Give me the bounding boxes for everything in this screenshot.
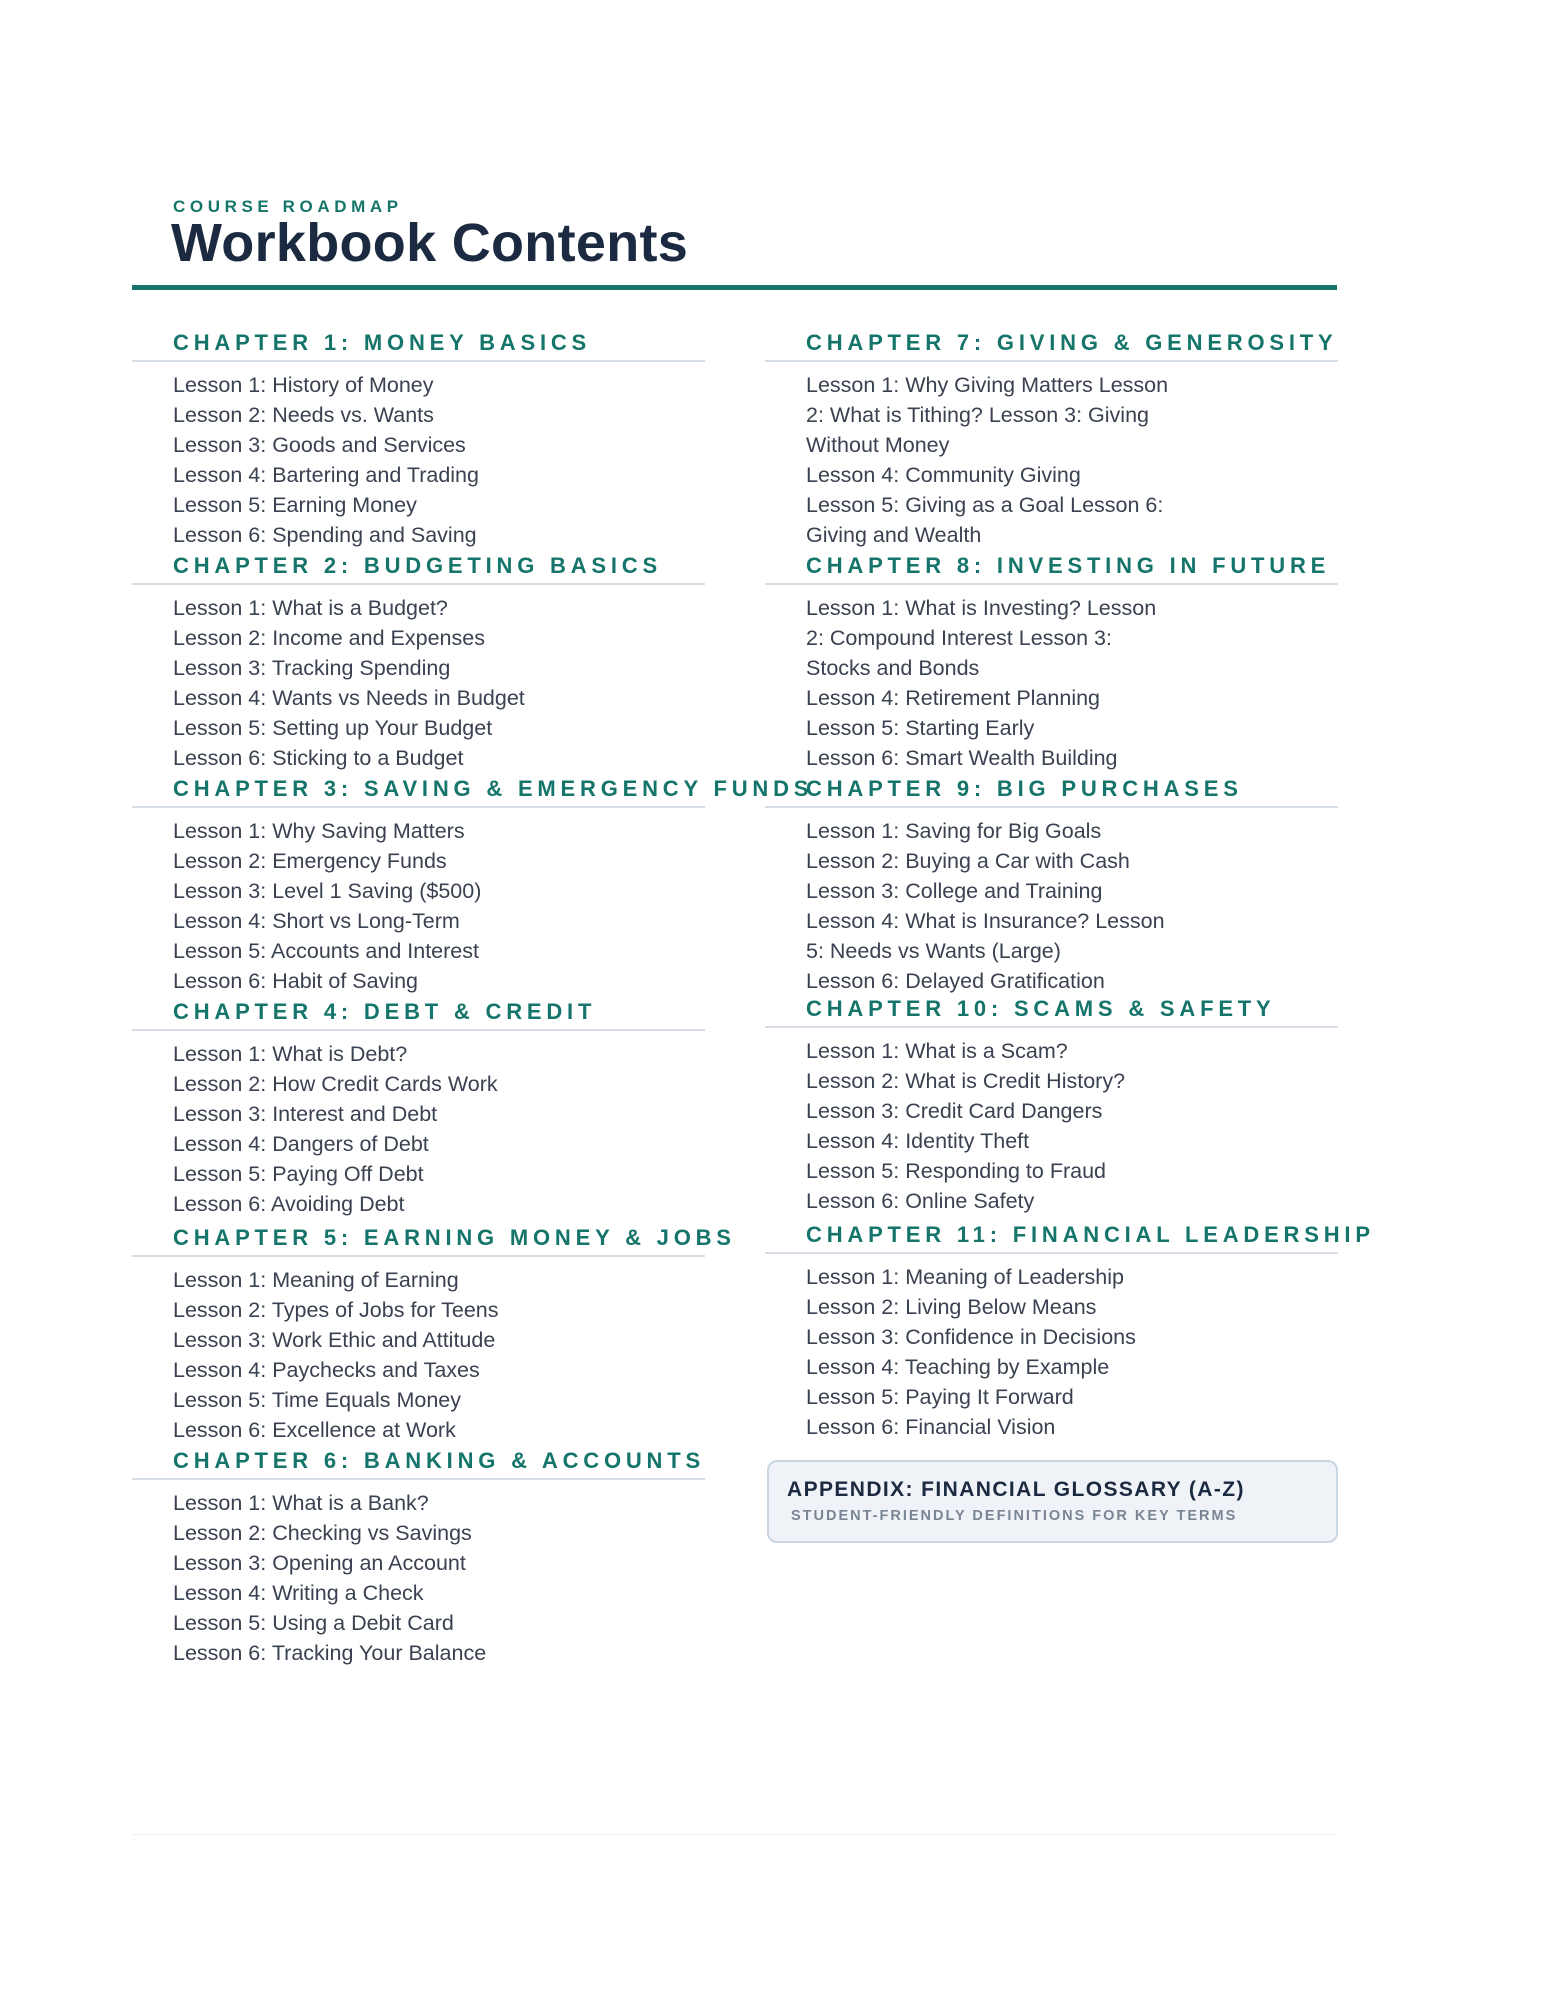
chapter-divider — [132, 583, 705, 585]
chapter-10 — [765, 996, 1345, 1216]
lesson-list: Lesson 1: Why Saving Matters Lesson 2: Emergency Funds Lesson 3: Level 1 Saving ($500) Lesson 4: Short vs Long-Term Lesson 5: Accounts and Interest Lesson 6: Habit of Saving — [173, 819, 482, 993]
chapter-5 — [132, 1225, 736, 1445]
chapter-title: CHAPTER 1: MONEY BASICS — [173, 330, 592, 355]
chapter-title: CHAPTER 6: BANKING & ACCOUNTS — [173, 1448, 705, 1473]
lesson-list: Lesson 1: Saving for Big Goals Lesson 2: Buying a Car with Cash Lesson 3: College and Training Lesson 4: What is Insurance? Lesson 5: Needs vs Wants (Large) Lesson 6: Delayed Gratification — [806, 819, 1165, 993]
chapter-title: CHAPTER 7: GIVING & GENEROSITY — [806, 330, 1338, 355]
chapter-3 — [132, 776, 814, 996]
chapter-divider — [132, 360, 705, 362]
lesson-list: Lesson 1: What is a Budget? Lesson 2: Income and Expenses Lesson 3: Tracking Spending Lesson 4: Wants vs Needs in Budget Lesson 5: Setting up Your Budget Lesson 6: Sticking to a Budget — [173, 596, 525, 770]
chapter-11 — [765, 1222, 1375, 1442]
chapter-6 — [132, 1448, 712, 1668]
appendix-subtitle: STUDENT-FRIENDLY DEFINITIONS FOR KEY TERMS — [791, 1508, 1238, 1524]
chapter-title: CHAPTER 11: FINANCIAL LEADERSHIP — [806, 1222, 1375, 1247]
lesson-list: Lesson 1: What is Debt? Lesson 2: How Credit Cards Work Lesson 3: Interest and Debt Lesson 4: Dangers of Debt Lesson 5: Paying Off Debt Lesson 6: Avoiding Debt — [173, 1042, 498, 1216]
chapter-title: CHAPTER 10: SCAMS & SAFETY — [806, 996, 1276, 1021]
appendix-title: APPENDIX: FINANCIAL GLOSSARY (A-Z) — [787, 1478, 1245, 1501]
chapter-divider — [765, 1026, 1338, 1028]
chapter-1 — [132, 330, 712, 550]
chapter-title: CHAPTER 4: DEBT & CREDIT — [173, 999, 597, 1024]
chapter-divider — [765, 583, 1338, 585]
chapter-divider — [765, 1252, 1338, 1254]
chapter-2 — [132, 553, 712, 773]
appendix-card — [767, 1460, 1338, 1543]
chapter-divider — [132, 1029, 705, 1031]
chapter-8 — [765, 553, 1345, 773]
chapter-divider — [132, 1255, 705, 1257]
lesson-list: Lesson 1: History of Money Lesson 2: Needs vs. Wants Lesson 3: Goods and Services Lesson 4: Bartering and Trading Lesson 5: Earning Money Lesson 6: Spending and Saving — [173, 373, 479, 547]
lesson-list: Lesson 1: Why Giving Matters Lesson 2: What is Tithing? Lesson 3: Giving Without Money Lesson 4: Community Giving Lesson 5: Giving as a Goal Lesson 6: Giving and Wealth — [806, 373, 1169, 547]
footer-divider — [132, 1834, 1337, 1835]
chapter-9 — [765, 776, 1345, 996]
lesson-list: Lesson 1: Meaning of Leadership Lesson 2: Living Below Means Lesson 3: Confidence in Decisions Lesson 4: Teaching by Example Lesson 5: Paying It Forward Lesson 6: Financial Vision — [806, 1265, 1136, 1439]
eyebrow-label: COURSE ROADMAP — [173, 197, 403, 216]
chapter-4 — [132, 999, 712, 1219]
chapter-7 — [765, 330, 1345, 550]
chapter-divider — [765, 806, 1338, 808]
chapter-divider — [132, 806, 705, 808]
lesson-list: Lesson 1: What is a Bank? Lesson 2: Checking vs Savings Lesson 3: Opening an Account Lesson 4: Writing a Check Lesson 5: Using a Debit Card Lesson 6: Tracking Your Balance — [173, 1491, 487, 1665]
title-divider — [132, 285, 1337, 290]
page-title: Workbook Contents — [171, 213, 689, 273]
chapter-title: CHAPTER 9: BIG PURCHASES — [806, 776, 1243, 801]
chapter-divider — [132, 1478, 705, 1480]
lesson-list: Lesson 1: What is a Scam? Lesson 2: What is Credit History? Lesson 3: Credit Card Dangers Lesson 4: Identity Theft Lesson 5: Responding to Fraud Lesson 6: Online Safety — [806, 1039, 1126, 1213]
chapter-title: CHAPTER 5: EARNING MONEY & JOBS — [173, 1225, 736, 1250]
lesson-list: Lesson 1: Meaning of Earning Lesson 2: Types of Jobs for Teens Lesson 3: Work Ethic and Attitude Lesson 4: Paychecks and Taxes Lesson 5: Time Equals Money Lesson 6: Excellence at Work — [173, 1268, 499, 1442]
chapter-divider — [765, 360, 1338, 362]
lesson-list: Lesson 1: What is Investing? Lesson 2: Compound Interest Lesson 3: Stocks and Bonds Lesson 4: Retirement Planning Lesson 5: Starting Early Lesson 6: Smart Wealth Building — [806, 596, 1157, 770]
chapter-title: CHAPTER 2: BUDGETING BASICS — [173, 553, 662, 578]
chapter-title: CHAPTER 8: INVESTING IN FUTURE — [806, 553, 1331, 578]
chapter-title: CHAPTER 3: SAVING & EMERGENCY FUNDS — [173, 776, 814, 801]
